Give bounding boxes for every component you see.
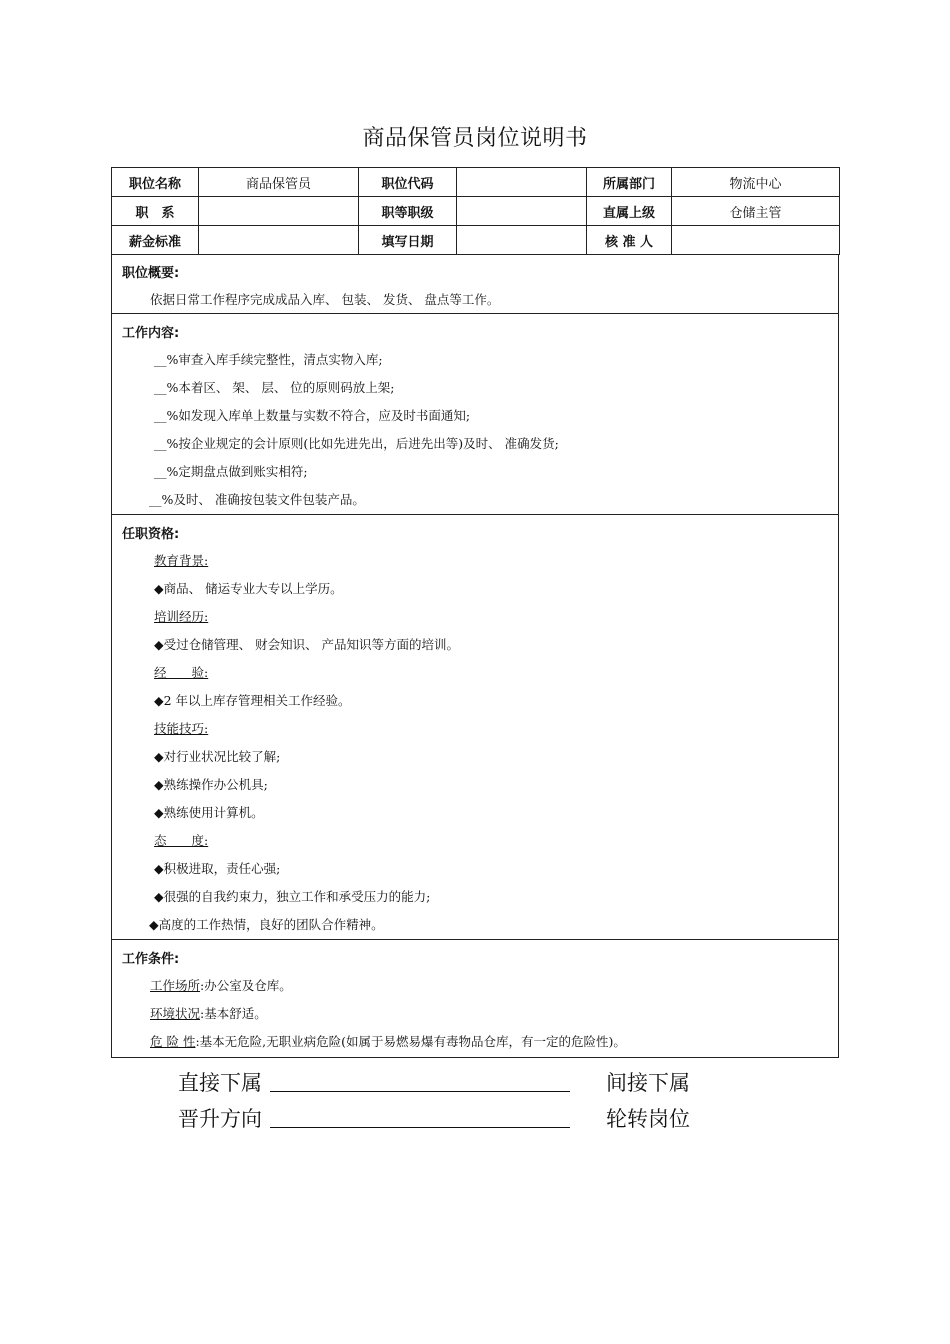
label-position-code: 职位代码 xyxy=(359,168,457,197)
conditions-heading: 工作条件: xyxy=(122,952,180,967)
label-position-name: 职位名称 xyxy=(112,168,199,197)
promotion-blank xyxy=(270,1127,570,1128)
value-department: 物流中心 xyxy=(672,168,840,197)
condition-risk xyxy=(150,1032,626,1050)
condition-environment xyxy=(150,1004,267,1022)
value-position-name: 商品保管员 xyxy=(199,168,359,197)
header-row-3 xyxy=(112,226,840,255)
summary-text: 依据日常工作程序完成成品入库、 包装、 发货、 盘点等工作。 xyxy=(150,292,500,307)
place-label: 工作场所 xyxy=(150,978,201,993)
training-label: 培训经历: xyxy=(154,609,209,624)
value-job-family xyxy=(199,197,359,226)
header-row-2 xyxy=(112,197,840,226)
duty-item: __%按企业规定的会计原则(比如先进先出，后进先出等)及时、 准确发货; xyxy=(154,436,559,451)
summary-heading: 职位概要: xyxy=(122,266,180,281)
condition-place xyxy=(150,976,292,994)
skill-item: ◆熟练操作办公机具; xyxy=(154,777,268,792)
env-label: 环境状况 xyxy=(150,1006,201,1021)
direct-subordinates-label: 直接下属 xyxy=(178,1071,262,1095)
duties-section xyxy=(111,314,839,515)
value-approver xyxy=(672,226,840,255)
summary-section xyxy=(111,254,839,314)
env-value: :基本舒适。 xyxy=(200,1006,267,1021)
experience-label: 经 验: xyxy=(154,665,209,680)
qualifications-section xyxy=(111,515,839,940)
label-approver: 核 准 人 xyxy=(587,226,672,255)
attitude-label: 态 度: xyxy=(154,833,209,848)
rotation-label: 轮转岗位 xyxy=(606,1107,690,1131)
label-department: 所属部门 xyxy=(587,168,672,197)
experience-text: ◆2 年以上库存管理相关工作经验。 xyxy=(154,693,351,708)
value-position-code xyxy=(457,168,587,197)
skills-label: 技能技巧: xyxy=(154,721,209,736)
training-text: ◆受过仓储管理、 财会知识、 产品知识等方面的培训。 xyxy=(154,637,460,652)
attitude-item: ◆高度的工作热情，良好的团队合作精神。 xyxy=(149,917,384,932)
risk-label: 危 险 性 xyxy=(150,1034,196,1049)
label-grade: 职等职级 xyxy=(359,197,457,226)
duty-item: __%如发现入库单上数量与实数不符合，应及时书面通知; xyxy=(154,408,471,423)
page-title: 商品保管员岗位说明书 xyxy=(362,126,588,151)
duty-item: __%及时、 准确按包装文件包装产品。 xyxy=(149,492,365,507)
attitude-item: ◆很强的自我约束力，独立工作和承受压力的能力; xyxy=(154,889,431,904)
attitude-item: ◆积极进取，责任心强; xyxy=(154,861,281,876)
place-value: :办公室及仓库。 xyxy=(200,978,292,993)
header-row-1 xyxy=(112,168,840,197)
qualifications-heading: 任职资格: xyxy=(122,527,180,542)
education-text: ◆商品、 储运专业大专以上学历。 xyxy=(154,581,343,596)
duty-item: __%审查入库手续完整性，清点实物入库; xyxy=(154,352,383,367)
value-grade xyxy=(457,197,587,226)
duties-heading: 工作内容: xyxy=(122,326,180,341)
label-fill-date: 填写日期 xyxy=(359,226,457,255)
value-supervisor: 仓储主管 xyxy=(672,197,840,226)
label-salary: 薪金标准 xyxy=(112,226,199,255)
label-job-family: 职 系 xyxy=(112,197,199,226)
direct-subordinates-blank xyxy=(270,1091,570,1092)
header-table xyxy=(111,167,840,255)
promotion-label: 晋升方向 xyxy=(178,1107,262,1131)
label-supervisor: 直属上级 xyxy=(587,197,672,226)
duty-item: __%定期盘点做到账实相符; xyxy=(154,464,308,479)
value-fill-date xyxy=(457,226,587,255)
skill-item: ◆对行业状况比较了解; xyxy=(154,749,281,764)
indirect-subordinates-label: 间接下属 xyxy=(606,1071,690,1095)
risk-value: :基本无危险,无职业病危险(如属于易燃易爆有毒物品仓库，有一定的危险性)。 xyxy=(195,1034,626,1049)
skill-item: ◆熟练使用计算机。 xyxy=(154,805,264,820)
conditions-section xyxy=(111,940,839,1058)
education-label: 教育背景: xyxy=(154,553,209,568)
value-salary xyxy=(199,226,359,255)
duty-item: __%本着区、 架、 层、 位的原则码放上架; xyxy=(154,380,395,395)
